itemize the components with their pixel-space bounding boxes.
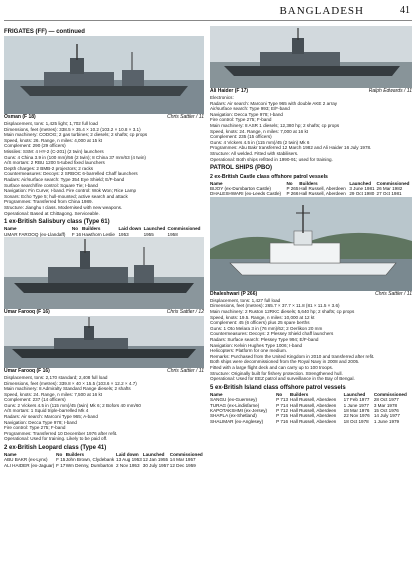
table-cell: 1958 [167, 231, 178, 237]
spec-line: A/S mortars: 1 Squid triple-barrelled Mk 4 [4, 408, 89, 414]
spec-line: Displacement, tons: 1,425 light; 1,702 full load [4, 121, 98, 126]
table-cell: Laid down [118, 226, 142, 232]
photo-credit: Chris Sattler / 11 [375, 290, 412, 297]
table-cell: No [71, 226, 79, 232]
ship-table [210, 392, 412, 424]
table-cell: 18 Oct 1978 [343, 418, 369, 424]
table-cell: Wm Denny, Dumbarton [65, 462, 114, 468]
spec-line: Guns: 4 China 3.9 in (100 mm)/56 (2 twin); 8 China 37 mm/63 (4 twin) [4, 154, 146, 160]
section-heading: PATROL SHIPS (PBO) [210, 165, 273, 172]
table-cell: P 712 [276, 407, 288, 413]
spec-line: Dimensions, feet (metres): 265.7 × 37.7 × 11.8 (81 × 11.5 × 3.6) [210, 303, 340, 309]
table-cell: UMAR FAROOQ (ex-Llandaff) [4, 231, 66, 237]
spec-line: Fire control: Type 275; F-band [4, 425, 66, 431]
spec-line: Displacement, tons: 2,170 standard; 2,408 full load [4, 374, 108, 380]
table-cell: Hall Russell, Aberdeen [299, 191, 346, 197]
spec-line: Main machinery: 8 Admiralty Standard Range diesels; 2 shafts [4, 386, 131, 392]
spec-line: Guns: 2 Vickers 4.5 in (115 mm)/45 (twin) Mk 6; 2 Bofors 40 mm/60 [4, 402, 141, 408]
spec-line: Operational: Used for EEZ patrol and surveillance in the Bay of Bengal. [210, 376, 355, 382]
spec-line: Dimensions, feet (metres): 339.8 × 40 × 15.5 (103.6 × 12.2 × 4.7) [4, 380, 137, 386]
ship-photo-umar-farooq-2 [4, 316, 204, 375]
table-cell: Builders [299, 180, 318, 186]
ship-photo-umar-farooq-1 [4, 237, 204, 316]
ship-table [4, 226, 204, 237]
spec-line: Depth charges: 2 BMB-2 projectors; 2 racks [4, 165, 94, 171]
spec-line: Radars: Surface search: Plessey Type 994; E/F-band [210, 337, 319, 342]
table-cell: Name [210, 391, 223, 397]
spec-line: Sonars: Echo Type 5; hull-mounted; active search and attack [4, 193, 128, 199]
table-cell: No [286, 180, 293, 186]
spec-line: Fitted with a large flight deck and can carry up to 100 troops. [210, 364, 334, 370]
spec-line: Guns: 4 Vickers 4.5 in (115 mm)/45 (2 twin) Mk 6 [210, 139, 310, 145]
table-cell: Launched [343, 391, 366, 397]
spec-line: Radars: Air search: Marconi Type 965 with double AKE 2 array [210, 100, 338, 106]
spec-line: Main machinery: CODOG; 2 gas turbines; 2 diesels; 2 shafts; cp props [4, 132, 148, 138]
table-cell: DHALESHWARI (ex-Leeds Castle) [210, 191, 282, 197]
spec-line: A/S mortars: 2 RBU 1200 5-tubed fixed launchers [4, 160, 105, 166]
spec-line: Displacement, tons: 1,427 full load [210, 297, 281, 303]
table-cell: Builders [82, 226, 101, 232]
spec-line: Both ships were decommissioned from the Royal Navy in 2008 and 2005. [210, 359, 360, 365]
spec-line: Programmes: Abu Bakr transferred 12 March 1982 and Ali Haider 16 July 1978. [210, 145, 372, 151]
table-cell: Commissioned [169, 452, 203, 458]
table-cell: Hall Russell, Aberdeen [289, 407, 337, 413]
spec-line: Guns: 1 Oto Melara 3 in (76 mm)/62; 2 Oerlikon 20 mm [210, 325, 323, 331]
spec-line: Radars: Air/surface search: Type 354 Eye Shield; E/F-band [4, 176, 125, 182]
ship-photo-osman [4, 36, 204, 121]
spec-line: Speed, knots: 24. Range, n miles: 7,000 at 16 kt [210, 128, 309, 134]
header-rule [4, 20, 412, 21]
page-header [0, 0, 416, 24]
class-heading: 1 ex-British Salisbury class (Type 61) [4, 219, 110, 226]
spec-line: Main machinery: 8 ASR 1 diesels; 12,380 hp; 2 shafts; cp props [210, 122, 340, 128]
spec-line: Dimensions, feet (metres): 338.5 × 35.4 × 10.2 (103.2 × 10.8 × 3.1) [4, 126, 141, 132]
table-cell: P 266 [286, 191, 299, 197]
table-cell: Launched [349, 180, 372, 186]
spec-line: Radars: Air search: Marconi Type 965; A-band [4, 414, 98, 420]
table-cell: 29 Oct 1980 [349, 191, 375, 197]
spec-line: Complement: 290 (29 officers) [4, 143, 66, 149]
table-cell: 17 Feb 1977 [343, 397, 370, 403]
table-cell: 12 Jan 1955 [142, 457, 169, 463]
table-cell: 1 June 1977 [343, 402, 369, 408]
table-row [4, 463, 204, 468]
photo-credit: Ralph Edwards / 11 [368, 88, 412, 94]
spec-line: Navigation: Kelvin Hughes Type 1006; I-band [210, 342, 303, 348]
right-column [210, 26, 412, 424]
spec-line: Complement: 237 (14 officers) [4, 397, 66, 403]
photo-caption: Ali Haider (F 17) [210, 88, 249, 94]
table-cell: Hall Russell, Aberdeen [289, 413, 337, 419]
table-cell: P 714 [276, 402, 288, 408]
class-heading: 2 ex-British Leopard class (Type 41) [4, 445, 107, 452]
spec-line: Operational: Based at Chittagong. Serviceable. [4, 210, 100, 216]
spec-line: Programmes: Transferred from China 1989. [4, 199, 93, 205]
spec-line: Fire control: Type 275; F-band [210, 117, 272, 123]
table-cell: Hall Russell, Aberdeen [289, 418, 337, 424]
spec-line: Helicopters: Platform for one medium. [210, 348, 288, 354]
table-cell: Name [4, 452, 17, 458]
table-cell: 22 Nov 1976 [343, 413, 370, 419]
spec-line: Navigation: Fin Curve; I-band. Fire control: Wok Won; Rice Lamp [4, 188, 137, 194]
table-cell: P 265 [286, 186, 299, 192]
table-cell: Hall Russell, Aberdeen [289, 402, 337, 408]
table-cell: 15 Oct 1976 [373, 407, 399, 413]
table-cell: Hawthorn Leslie [82, 231, 115, 237]
specs-block [210, 95, 412, 162]
spec-line: Speed, knots: 26. Range, n miles: 4,000 at 15 kt [4, 137, 103, 143]
table-row [210, 397, 412, 402]
table-cell: SHALIMAR (ex-Anglesey) [210, 418, 264, 424]
photo-caption: Umar Farooq (F 16) [4, 308, 50, 315]
table-cell: ALI HAIDER (ex-Jaguar) [4, 462, 55, 468]
table-cell: P 713 [276, 397, 288, 403]
spec-line: Countermeasures: Decoys: 2 Plessey Shield chaff launchers [210, 331, 334, 337]
spec-line: Programmes: Transferred 10 December 1976 after refit. [4, 430, 118, 436]
table-cell: 1953 [118, 231, 129, 237]
table-cell: Commissioned [167, 226, 201, 232]
table-cell: Launched [142, 452, 165, 458]
photo-caption: Osman (F 18) [4, 114, 36, 120]
spec-line: Remarks: Purchased from the United Kingdom in 2010 and transferred after refit. [210, 353, 375, 359]
table-row [210, 413, 412, 418]
table-cell: TURAG (ex-Lindisfarne) [210, 402, 260, 408]
specs-block [4, 375, 204, 442]
spec-line: Surface search/fire control: Square Tie; I-band [4, 182, 98, 188]
spec-line: Speed, knots: 24. Range, n miles: 7,500 at 16 kt [4, 391, 103, 397]
ship-photo-ali-haider [210, 26, 412, 95]
table-cell: 2 Nov 1953 [116, 462, 140, 468]
ship-table [4, 452, 204, 468]
table-cell: Builders [65, 452, 85, 458]
spec-line: Operational: Both ships refitted in 1990-91; used for training. [210, 156, 333, 162]
photo-credit: Chris Sattler / 12 [166, 308, 204, 315]
table-row [210, 419, 412, 424]
table-cell: 13 Aug 1953 [116, 457, 142, 463]
table-cell: SHAPLA (ex-Shetland) [210, 413, 257, 419]
spec-line: Electronics: [210, 95, 234, 100]
table-cell: Commissioned [376, 180, 410, 186]
spec-line: Navigation: Decca Type 978; I-band [210, 111, 283, 117]
table-cell: 3 Mar 1978 [373, 402, 398, 408]
country-title: BANGLADESH [279, 5, 364, 17]
spec-line: Structure: Originally built for fishery protection. Strengthened hull. [210, 370, 343, 376]
spec-line: Operational: Used for training. Likely to be paid off. [4, 436, 108, 442]
table-cell: Builders [289, 391, 309, 397]
table-cell: 14 Mar 1957 [169, 457, 196, 463]
table-cell: SANGU (ex-Guernsey) [210, 397, 257, 403]
spec-line: Main machinery: 2 Ruston 12RKC diesels; 5,640 hp; 2 shafts; cp props [210, 309, 355, 315]
photo-caption: Umar Farooq (F 16) [4, 367, 50, 374]
table-cell: Name [4, 226, 17, 232]
class-heading: 2 ex-British Castle class offshore patrol vessels [210, 174, 328, 181]
specs-block [4, 121, 204, 216]
table-cell: BIJOY (ex-Dumbarton Castle) [210, 186, 271, 192]
table-cell: 28 Oct 1977 [373, 397, 399, 403]
table-cell: 14 July 1977 [373, 413, 400, 419]
spec-line: Missiles: SSM: 4 HY-2 (C-201) (2 twin) launchers [4, 148, 104, 154]
page-number: 41 [400, 5, 410, 16]
table-cell: Commissioned [373, 391, 407, 397]
table-cell: P 715 [276, 413, 288, 419]
spec-line: Speed, knots: 19.5. Range, n miles: 10,000 at 12 kt [210, 314, 315, 320]
ship-photo-dhaleshwari [210, 197, 412, 298]
table-cell: 1955 [143, 231, 154, 237]
left-column [4, 26, 204, 468]
table-cell: Name [210, 180, 223, 186]
table-cell: 27 Oct 1981 [376, 191, 402, 197]
specs-block [210, 298, 412, 382]
table-cell: Laid down [116, 452, 139, 458]
ship-table [210, 181, 412, 197]
table-cell: 26 Mar 1982 [376, 186, 403, 192]
table-cell: No [276, 391, 283, 397]
table-cell: 12 Dec 1959 [169, 462, 196, 468]
table-cell: ABU BAKR (ex-Lynx) [4, 457, 48, 463]
table-cell: 18 Mar 1976 [343, 407, 370, 413]
table-cell: Launched [143, 226, 166, 232]
table-cell: Hall Russell, Aberdeen [289, 397, 337, 403]
table-cell: Hall Russell, Aberdeen [299, 186, 346, 192]
table-cell: F 17 [56, 462, 66, 468]
photo-credit: Chris Sattler / 11 [167, 114, 204, 120]
spec-line: Structure: Jianghu I class. Modernised with new weapons. [4, 204, 123, 210]
spec-line: Air/surface search: Type 993; E/F-band [210, 106, 290, 112]
table-cell: F 15 [56, 457, 66, 463]
class-heading: 5 ex-British Island class offshore patrol vessels [210, 384, 346, 391]
table-cell: No [56, 452, 63, 458]
spec-line: Structure: All welded. Fitted with stabilisers. [210, 150, 299, 156]
spec-line: Complement: 45 (6 officers) plus 25 spare berths [210, 320, 310, 326]
photo-credit: Chris Sattler / 11 [167, 367, 204, 374]
spec-line: Countermeasures: Decoys: 2 SRBOC 6-barrelled Chaff launchers [4, 171, 138, 177]
photo-caption: Dhaleshwari (P 266) [210, 290, 258, 297]
table-cell: F 16 [71, 231, 82, 237]
table-cell: John Brown, Clydebank [65, 457, 115, 463]
table-cell: 3 June 1981 [349, 186, 375, 192]
table-cell: 30 July 1957 [142, 462, 169, 468]
table-cell: P 716 [276, 418, 288, 424]
table-cell: 1 June 1979 [373, 418, 400, 424]
table-cell: KAPOTAKSHMI (ex-Jersey) [210, 407, 268, 413]
section-heading: FRIGATES (FF) — continued [4, 29, 85, 35]
spec-line: Complement: 235 (15 officers) [210, 134, 272, 140]
spec-line: Navigation: Decca Type 978; I-band [4, 419, 77, 425]
